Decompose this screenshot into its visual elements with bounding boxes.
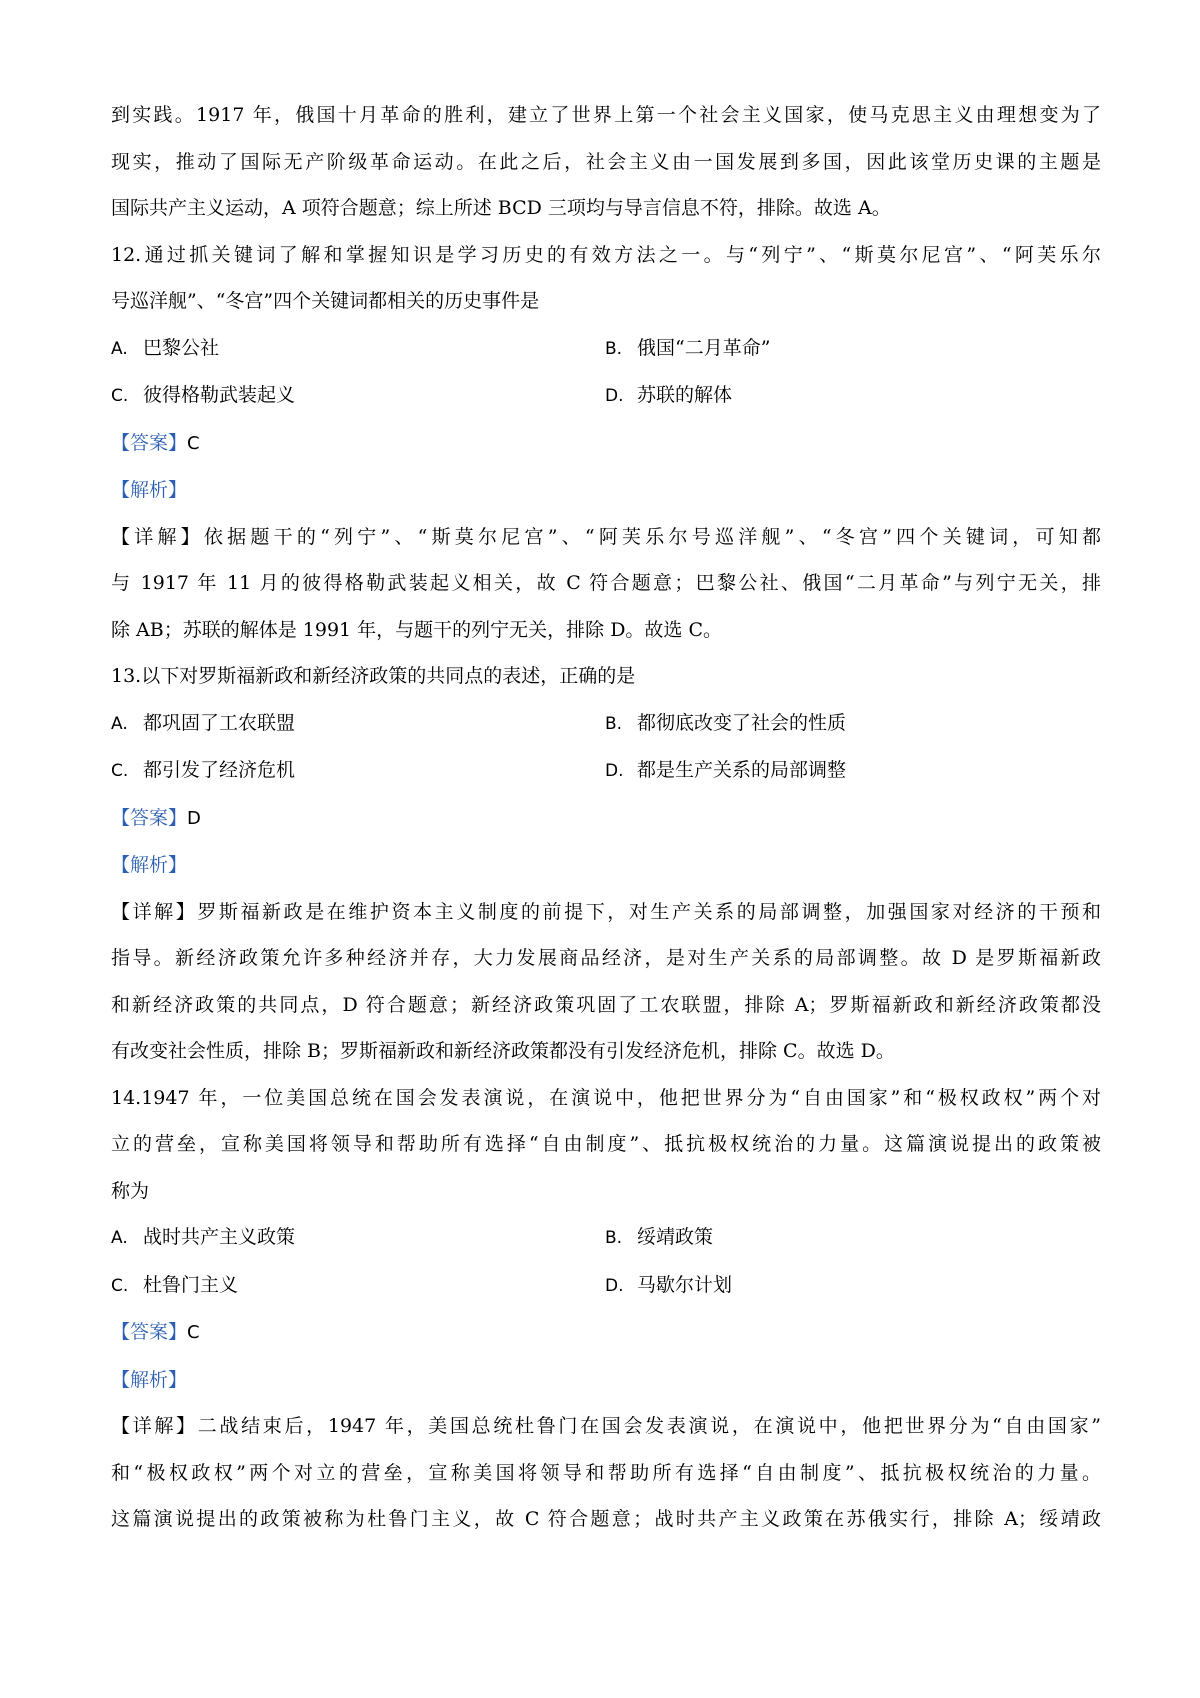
option-c: C. 彼得格勒武装起义 bbox=[111, 384, 296, 406]
question-12-options-row bbox=[111, 372, 1101, 420]
answer-value: D bbox=[187, 807, 201, 829]
intro-line: 到实践。1917 年，俄国十月革命的胜利，建立了世界上第一个社会主义国家，使马克思主义由理想变为了 bbox=[111, 104, 1101, 126]
option-b: B. 俄国“二月革命” bbox=[605, 336, 771, 359]
question-13-stem: 13.以下对罗斯福新政和新经济政策的共同点的表述，正确的是 bbox=[111, 665, 636, 687]
option-a: A. 巴黎公社 bbox=[111, 336, 220, 359]
question-14-stem: 立的营垒，宣称美国将领导和帮助所有选择“自由制度”、抵抗极权统治的力量。这篇演说提出的政策被 bbox=[111, 1133, 1101, 1155]
question-14-options-row bbox=[111, 1262, 1101, 1310]
intro-line: 国际共产主义运动，A 项符合题意；综上所述 BCD 三项均与导言信息不符，排除。故选 A。 bbox=[111, 197, 891, 219]
question-12-stem: 12.通过抓关键词了解和掌握知识是学习历史的有效方法之一。与“列宁”、“斯莫尔尼宫”、“阿芙乐尔 bbox=[111, 243, 1101, 266]
answer-tag: 【答案】 bbox=[111, 1321, 188, 1343]
option-b: B. 绥靖政策 bbox=[605, 1226, 714, 1248]
question-14-options-row bbox=[111, 1214, 1101, 1262]
question-12-detail: 【详解】依据题干的“列宁”、“斯莫尔尼宫”、“阿芙乐尔号巡洋舰”、“冬宫”四个关键词，可知都 bbox=[111, 525, 1101, 548]
question-13-detail: 和新经济政策的共同点，D 符合题意；新经济政策巩固了工农联盟，排除 A；罗斯福新政和新经济政策都没 bbox=[111, 993, 1101, 1016]
option-a: A. 都巩固了工农联盟 bbox=[111, 711, 296, 734]
question-13-analysis bbox=[111, 842, 1101, 889]
question-14-analysis bbox=[111, 1357, 1101, 1404]
question-13-detail: 有改变社会性质，排除 B；罗斯福新政和新经济政策都没有引发经济危机，排除 C。故选 D。 bbox=[111, 1040, 895, 1062]
option-d: D. 苏联的解体 bbox=[605, 384, 733, 406]
question-13-options-row bbox=[111, 747, 1101, 795]
option-a: A. 战时共产主义政策 bbox=[111, 1226, 296, 1248]
question-13-answer bbox=[111, 795, 1101, 843]
option-d: D. 都是生产关系的局部调整 bbox=[605, 759, 847, 781]
question-12-answer bbox=[111, 420, 1101, 468]
intro-line: 现实，推动了国际无产阶级革命运动。在此之后，社会主义由一国发展到多国，因此该堂历史课的主题是 bbox=[111, 150, 1101, 173]
question-14-detail: 这篇演说提出的政策被称为杜鲁门主义，故 C 符合题意；战时共产主义政策在苏俄实行，排除 A；绥靖政 bbox=[111, 1508, 1101, 1530]
option-c: C. 杜鲁门主义 bbox=[111, 1273, 239, 1296]
question-12-detail: 与 1917 年 11 月的彼得格勒武装起义相关，故 C 符合题意；巴黎公社、俄国“二月革命”与列宁无关，排 bbox=[111, 572, 1101, 594]
option-d: D. 马歇尔计划 bbox=[605, 1273, 733, 1296]
analysis-tag: 【解析】 bbox=[111, 1368, 188, 1391]
question-14-answer bbox=[111, 1309, 1101, 1357]
question-13-detail: 【详解】罗斯福新政是在维护资本主义制度的前提下，对生产关系的局部调整，加强国家对经济的干预和 bbox=[111, 900, 1101, 923]
analysis-tag: 【解析】 bbox=[111, 479, 188, 501]
detail-tag: 【详解】 bbox=[111, 525, 204, 548]
question-12-options-row bbox=[111, 325, 1101, 373]
document-body bbox=[111, 92, 1101, 1543]
question-13-detail: 指导。新经济政策允许多种经济并存，大力发展商品经济，是对生产关系的局部调整。故 D 是罗斯福新政 bbox=[111, 947, 1101, 969]
answer-value: C bbox=[187, 432, 200, 454]
question-12-analysis bbox=[111, 467, 1101, 514]
question-14-detail: 和“极权政权”两个对立的营垒，宣称美国将领导和帮助所有选择“自由制度”、抵抗极权统治的力量。 bbox=[111, 1461, 1101, 1484]
question-12-stem: 号巡洋舰”、“冬宫”四个关键词都相关的历史事件是 bbox=[111, 290, 540, 312]
question-12-detail: 除 AB；苏联的解体是 1991 年，与题干的列宁无关，排除 D。故选 C。 bbox=[111, 618, 723, 641]
answer-value: C bbox=[187, 1322, 200, 1343]
answer-tag: 【答案】 bbox=[111, 806, 188, 829]
answer-tag: 【答案】 bbox=[111, 431, 188, 454]
question-14-stem: 14.1947 年，一位美国总统在国会发表演说，在演说中，他把世界分为“自由国家”和“极权政权”两个对 bbox=[111, 1086, 1101, 1109]
option-c: C. 都引发了经济危机 bbox=[111, 759, 296, 781]
option-b: B. 都彻底改变了社会的性质 bbox=[605, 711, 847, 734]
detail-tag: 【详解】 bbox=[111, 1415, 198, 1437]
analysis-tag: 【解析】 bbox=[111, 854, 188, 876]
question-14-stem: 称为 bbox=[111, 1179, 150, 1202]
question-14-detail: 【详解】二战结束后，1947 年，美国总统杜鲁门在国会发表演说，在演说中，他把世界分为“自由国家” bbox=[111, 1415, 1101, 1437]
question-13-options-row bbox=[111, 700, 1101, 748]
detail-tag: 【详解】 bbox=[111, 900, 198, 923]
